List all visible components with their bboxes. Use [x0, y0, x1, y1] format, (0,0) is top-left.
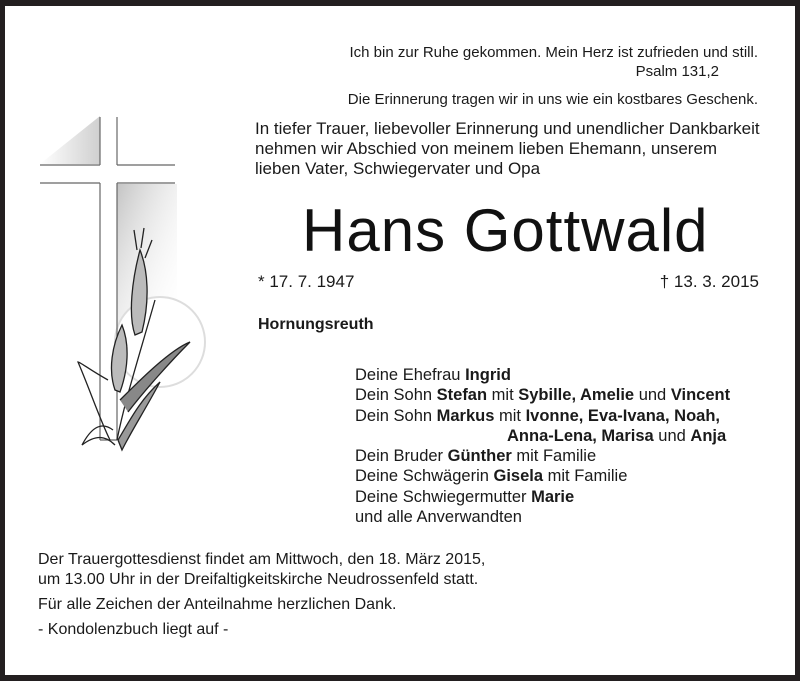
family-relation-text: Dein Sohn — [355, 406, 437, 425]
cross-wheat-illustration — [20, 100, 220, 470]
family-relation-text: Dein Sohn — [355, 386, 437, 405]
family-name: Anja — [690, 426, 727, 445]
family-member-line — [355, 385, 730, 405]
family-name: Markus — [436, 406, 495, 425]
family-member-line — [355, 487, 730, 507]
family-name: Marie — [531, 487, 575, 506]
family-name: Stefan — [436, 386, 488, 405]
psalm-reference: Psalm 131,2 — [635, 63, 719, 80]
family-relation-text: Deine Schwiegermutter — [355, 487, 532, 506]
hometown: Hornungsreuth — [258, 316, 374, 333]
family-member-line — [355, 466, 730, 486]
family-relation-text: mit — [494, 406, 526, 425]
family-relation-text: und — [634, 386, 671, 405]
family-relation-text: mit Familie — [543, 467, 628, 486]
family-member-line — [355, 507, 730, 527]
family-relation-text: Dein Bruder — [355, 447, 448, 466]
family-name: Anna-Lena, Marisa — [507, 426, 654, 445]
family-relation-text: Deine Ehefrau — [355, 366, 466, 384]
thanks-line: Für alle Zeichen der Anteilnahme herzlichen Dank. — [38, 596, 397, 613]
family-relation-text: und — [653, 426, 691, 445]
family-relation-text: und alle Anverwandten — [355, 508, 522, 527]
family-member-line — [355, 406, 730, 426]
family-name: Sybille, Amelie — [518, 386, 635, 405]
deceased-name: Hans Gottwald — [302, 197, 709, 264]
family-name: Gisela — [493, 467, 544, 486]
condolence-book-note: - Kondolenzbuch liegt auf - — [38, 621, 229, 638]
family-relation-text: mit — [487, 386, 519, 405]
family-member-line — [355, 426, 730, 446]
family-name: Ingrid — [465, 366, 511, 384]
intro-paragraph: In tiefer Trauer, liebevoller Erinnerung und unendlicher Dankbarkeit nehmen wir Abschied von meinem lieben Ehemann, unserem lieben Vater, Schwiegervater und Opa — [255, 119, 760, 178]
service-line-1: Der Trauergottesdienst findet am Mittwoch, den 18. März 2015, — [38, 551, 486, 568]
death-date: † 13. 3. 2015 — [659, 272, 759, 291]
family-name: Vincent — [670, 386, 731, 405]
service-line-2: um 13.00 Uhr in der Dreifaltigkeitskirche Neudrossenfeld statt. — [38, 571, 479, 588]
family-relation-text: mit Familie — [511, 447, 597, 466]
memory-line: Die Erinnerung tragen wir in uns wie ein kostbares Geschenk. — [347, 91, 758, 108]
family-name: Ivonne, Eva-Ivana, Noah, — [525, 406, 720, 425]
family-relation-text: Deine Schwägerin — [355, 467, 494, 486]
family-name: Günther — [447, 447, 512, 466]
family-member-line — [355, 365, 730, 385]
birth-date: * 17. 7. 1947 — [258, 272, 355, 291]
family-member-line — [355, 446, 730, 466]
psalm-quote: Ich bin zur Ruhe gekommen. Mein Herz ist zufrieden und still. — [349, 44, 758, 61]
family-list — [355, 365, 730, 527]
